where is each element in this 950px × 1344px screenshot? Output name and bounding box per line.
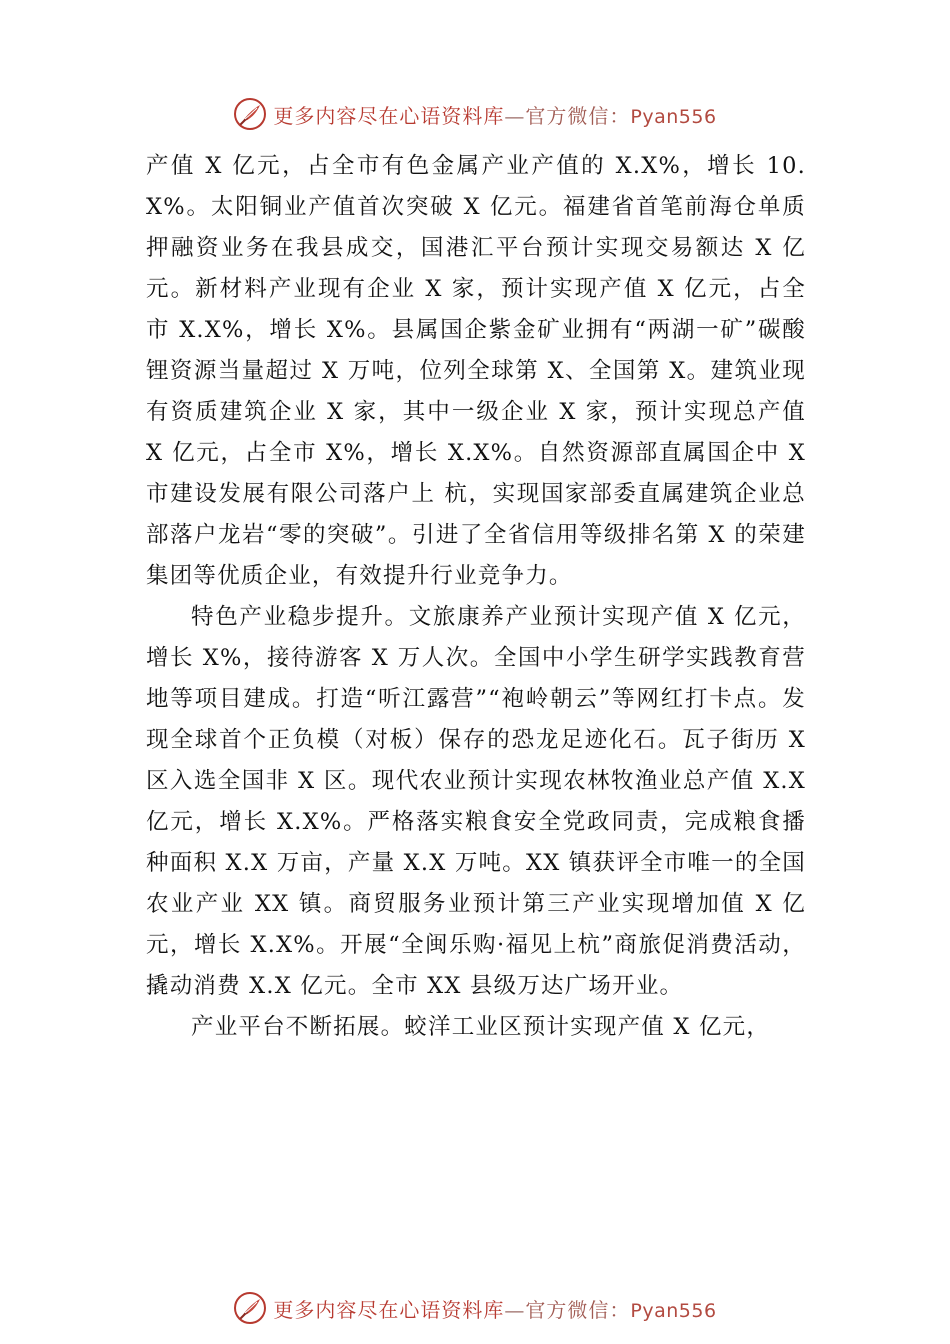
banner-wechat-id: Pyan556: [630, 1299, 717, 1322]
paragraph-1: 产值 X 亿元，占全市有色金属产业产值的 X.X%，增长 10.X%。太阳铜业产值首次突破 X 亿元。福建省首笔前海仓单质押融资业务在我县成交，国港汇平台预计实现交易额达 X 亿元。新材料产业现有企业 X 家，预计实现产值 X 亿元，占全市 X.X%，增长 X%。县属国企紫金矿业拥有“两湖一矿”碳酸锂资源当量超过 X 万吨，位列全球第 X、全国第 X。建筑业现有资质建筑企业 X 家，其中一级企业 X 家，预计实现总产值 X 亿元，占全市 X%，增长 X.X%。自然资源部直属国企中 X 市建设发展有限公司落户上 杭，实现国家部委直属建筑企业总部落户龙岩“零的突破”。引进了全省信用等级排名第 X 的荣建集团等优质企业，有效提升行业竞争力。: [146, 153, 806, 589]
banner-brand: 更多内容尽在心语资料库: [273, 1297, 505, 1322]
banner-dash: —: [504, 103, 526, 128]
document-body: [146, 146, 806, 1048]
header-watermark-banner: [0, 94, 950, 134]
feather-pen-logo-icon: [233, 97, 267, 131]
paragraph-3: 产业平台不断拓展。蛟洋工业区预计实现产值 X 亿元，: [191, 1014, 771, 1040]
banner-text: [273, 100, 716, 129]
banner-label: 官方微信：: [525, 1297, 631, 1322]
banner-brand: 更多内容尽在心语资料库: [273, 103, 505, 128]
feather-pen-logo-icon: [233, 1291, 267, 1325]
banner-dash: —: [504, 1297, 526, 1322]
banner-text: [273, 1294, 716, 1323]
banner-wechat-id: Pyan556: [630, 105, 717, 128]
banner-label: 官方微信：: [525, 103, 631, 128]
footer-watermark-banner: [0, 1288, 950, 1328]
paragraph-2: 特色产业稳步提升。文旅康养产业预计实现产值 X 亿元，增长 X%，接待游客 X 万人次。全国中小学生研学实践教育营地等项目建成。打造“听江露营”“袍岭朝云”等网红打卡点。发现全球首个正负模（对板）保存的恐龙足迹化石。瓦子街历 X 区入选全国非 X 区。现代农业预计实现农林牧渔业总产值 X.X 亿元，增长 X.X%。严格落实粮食安全党政同责，完成粮食播种面积 X.X 万亩，产量 X.X 万吨。XX 镇获评全市唯一的全国农业产业 XX 镇。商贸服务业预计第三产业实现增加值 X 亿元，增长 X.X%。开展“全闽乐购·福见上杭”商旅促消费活动，撬动消费 X.X 亿元。全市 XX 县级万达广场开业。: [146, 604, 806, 999]
